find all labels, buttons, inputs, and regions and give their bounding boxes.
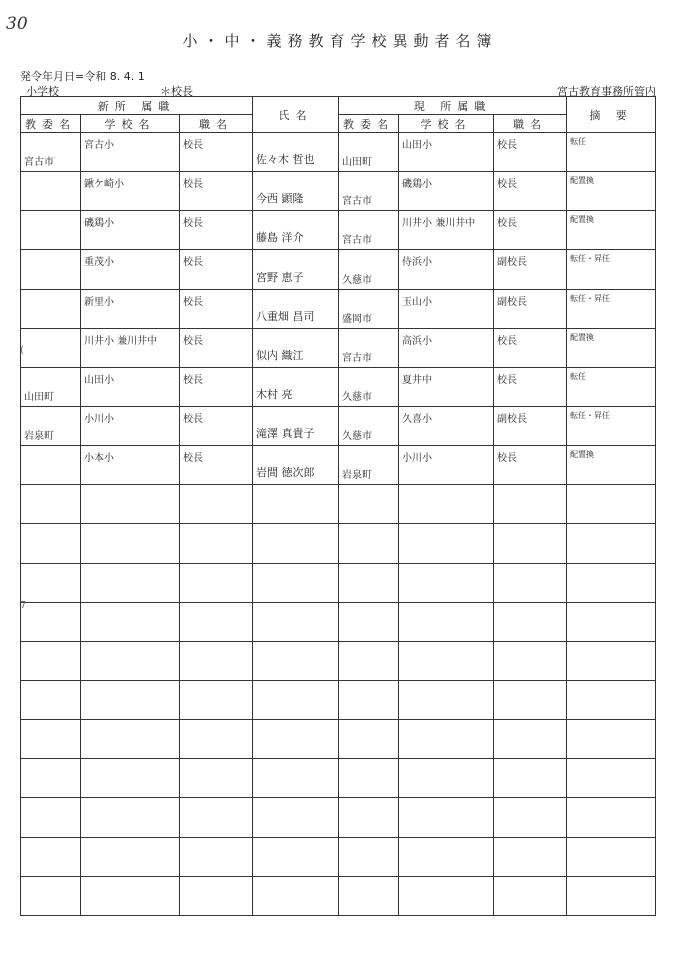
remarks-cell [567,720,656,759]
remarks-cell [567,837,656,876]
margin-mark: ( [20,345,24,356]
remarks-cell [567,759,656,798]
name-cell [253,250,339,289]
current-board-cell [339,720,399,759]
current-job-cell [494,563,567,602]
current-job-cell [494,837,567,876]
new-job-cell [180,876,253,915]
remarks-cell [567,602,656,641]
name-text: 藤島 洋介 [256,231,304,245]
current-school-cell [399,680,494,719]
current-job-cell [494,798,567,837]
remarks-cell [567,211,656,250]
remarks-cell [567,485,656,524]
current-board-cell [339,876,399,915]
header-new-school: 学校名 [81,115,180,133]
remarks-text: 配置換 [570,176,595,186]
header-new-post: 新所 属職 [21,97,253,115]
issue-date: 発令年月日=令和 8. 4. 1 [20,70,145,83]
current-board-cell [339,602,399,641]
current-school-cell [399,406,494,445]
name-cell [253,563,339,602]
new-job-cell [180,211,253,250]
new-board-text: 宮古市 [24,157,54,169]
table-row [21,250,656,289]
current-school-cell [399,485,494,524]
current-board-text: 久慈市 [342,274,373,286]
new-board-cell [21,250,81,289]
current-school-cell [399,446,494,485]
table-row [21,837,656,876]
new-school-cell [81,250,180,289]
new-job-cell [180,641,253,680]
new-job-cell [180,602,253,641]
new-board-cell [21,720,81,759]
new-job-cell [180,837,253,876]
table-row [21,133,656,172]
current-job-text: 校長 [497,335,518,347]
current-job-cell [494,289,567,328]
new-board-cell [21,876,81,915]
current-school-cell [399,641,494,680]
new-board-cell [21,289,81,328]
remarks-text: 転任・昇任 [570,410,611,420]
new-job-text: 校長 [183,296,203,308]
name-text: 宮野 恵子 [256,270,304,284]
new-school-cell [81,563,180,602]
remarks-cell [567,641,656,680]
new-school-text: 小川小 [84,413,114,425]
name-cell [253,837,339,876]
header-current-board: 教委名 [339,115,399,133]
name-cell [253,406,339,445]
current-school-text: 小川小 [402,453,433,465]
name-cell [253,328,339,367]
new-job-text: 校長 [183,140,203,151]
name-text: 木村 亮 [256,387,293,401]
current-job-cell [494,680,567,719]
new-job-text: 校長 [183,374,203,386]
current-job-cell [494,876,567,915]
transfer-roster-table [20,96,656,916]
name-text: 今西 顕隆 [256,192,304,206]
remarks-cell [567,328,656,367]
current-school-cell [399,328,494,367]
new-school-cell [81,798,180,837]
table-row [21,328,656,367]
name-cell [253,641,339,680]
new-school-cell [81,172,180,211]
new-board-cell [21,328,81,367]
new-job-cell [180,172,253,211]
table-row [21,211,656,250]
current-board-cell [339,641,399,680]
current-job-cell [494,524,567,563]
table-row [21,289,656,328]
new-school-cell [81,720,180,759]
table-row [21,798,656,837]
current-school-cell [399,759,494,798]
current-board-cell [339,328,399,367]
new-school-text: 新里小 [84,296,114,308]
table-row [21,367,656,406]
name-cell [253,211,339,250]
table-row [21,720,656,759]
new-school-text: 小本小 [84,453,114,465]
new-school-text: 川井小 兼川井中 [84,335,158,347]
new-school-text: 宮古小 [84,140,114,151]
new-board-cell [21,602,81,641]
current-school-text: 侍浜小 [402,257,433,269]
current-school-text: 磯鶏小 [402,179,433,191]
current-board-cell [339,680,399,719]
current-school-text: 久喜小 [402,413,433,425]
current-board-cell [339,406,399,445]
new-job-cell [180,133,253,172]
name-text: 八重畑 昌司 [256,309,315,323]
new-job-cell [180,328,253,367]
header-current-post: 現 所属職 [339,97,567,115]
header-current-job: 職名 [494,115,567,133]
new-job-cell [180,759,253,798]
new-board-cell [21,211,81,250]
new-board-text: 岩泉町 [24,431,54,443]
current-job-cell [494,602,567,641]
remarks-cell [567,289,656,328]
new-board-cell [21,172,81,211]
new-board-cell [21,759,81,798]
current-job-cell [494,250,567,289]
table-row [21,172,656,211]
remarks-cell [567,876,656,915]
current-job-cell [494,446,567,485]
new-board-cell [21,133,81,172]
new-school-cell [81,759,180,798]
name-cell [253,524,339,563]
new-board-cell [21,798,81,837]
remarks-text: 転任 [570,137,587,146]
current-school-text: 山田小 [402,140,433,151]
current-school-cell [399,211,494,250]
new-board-cell [21,367,81,406]
name-cell [253,446,339,485]
current-job-text: 副校長 [497,296,528,308]
table-row [21,876,656,915]
name-cell [253,680,339,719]
current-board-text: 久慈市 [342,431,373,443]
page-title: 小・中・義務教育学校異動者名簿 [182,32,498,50]
current-job-cell [494,172,567,211]
current-school-text: 夏井中 [402,374,433,386]
new-school-cell [81,641,180,680]
name-text: 岩間 徳次郎 [256,466,315,480]
new-school-text: 磯鶏小 [84,218,114,230]
new-job-cell [180,563,253,602]
new-school-cell [81,485,180,524]
name-cell [253,720,339,759]
new-school-text: 鍬ケ崎小 [84,179,124,191]
new-job-cell [180,406,253,445]
current-job-text: 校長 [497,453,518,465]
current-board-cell [339,798,399,837]
name-cell [253,759,339,798]
remarks-cell [567,680,656,719]
remarks-cell [567,172,656,211]
new-job-text: 校長 [183,179,203,191]
remarks-text: 転任・昇任 [570,254,611,264]
table-row [21,602,656,641]
current-board-text: 久慈市 [342,391,373,403]
current-job-text: 副校長 [497,413,528,425]
current-school-cell [399,289,494,328]
new-job-cell [180,289,253,328]
current-board-cell [339,367,399,406]
remarks-cell [567,250,656,289]
new-board-cell [21,485,81,524]
name-cell [253,133,339,172]
current-board-cell [339,759,399,798]
new-job-cell [180,446,253,485]
current-board-cell [339,485,399,524]
table-row [21,680,656,719]
current-board-cell [339,446,399,485]
school-category: 小学校 [26,85,59,98]
new-school-cell [81,133,180,172]
current-board-cell [339,211,399,250]
current-school-cell [399,367,494,406]
current-board-cell [339,133,399,172]
roster-body [21,133,656,916]
new-job-cell [180,680,253,719]
remarks-cell [567,367,656,406]
current-school-cell [399,602,494,641]
header-name: 氏名 [253,97,339,133]
current-school-cell [399,720,494,759]
current-board-cell [339,524,399,563]
new-job-text: 校長 [183,257,203,269]
new-board-cell [21,837,81,876]
new-school-cell [81,876,180,915]
new-job-cell [180,720,253,759]
current-board-text: 宮古市 [342,196,373,208]
current-school-cell [399,837,494,876]
header-new-job: 職名 [180,115,253,133]
new-school-text: 重茂小 [84,257,114,269]
new-board-cell [21,524,81,563]
name-cell [253,602,339,641]
new-job-cell [180,367,253,406]
current-job-cell [494,485,567,524]
new-job-cell [180,798,253,837]
current-school-cell [399,798,494,837]
current-school-cell [399,563,494,602]
name-cell [253,876,339,915]
name-cell [253,798,339,837]
current-school-text: 高浜小 [402,335,433,347]
new-school-cell [81,602,180,641]
new-board-cell [21,680,81,719]
current-school-cell [399,133,494,172]
new-school-cell [81,680,180,719]
header-current-school: 学校名 [399,115,494,133]
current-job-cell [494,211,567,250]
remarks-text: 転任・昇任 [570,293,611,303]
new-job-cell [180,524,253,563]
remarks-cell [567,524,656,563]
new-school-cell [81,446,180,485]
remarks-cell [567,446,656,485]
name-cell [253,485,339,524]
new-school-cell [81,837,180,876]
table-row [21,446,656,485]
current-job-cell [494,328,567,367]
current-job-cell [494,759,567,798]
current-board-text: 山田町 [342,157,373,169]
table-row [21,759,656,798]
current-school-text: 川井小 兼川井中 [402,218,476,230]
remarks-cell [567,406,656,445]
new-board-cell [21,446,81,485]
current-school-cell [399,876,494,915]
current-school-cell [399,524,494,563]
remarks-text: 配置換 [570,332,595,342]
position-title: ＊校長 [160,85,193,98]
current-board-cell [339,563,399,602]
current-board-cell [339,250,399,289]
header-remarks: 摘 要 [567,97,656,133]
table-row [21,641,656,680]
current-job-text: 校長 [497,218,518,230]
current-board-cell [339,289,399,328]
new-school-cell [81,211,180,250]
current-job-text: 校長 [497,374,518,386]
current-board-cell [339,172,399,211]
header-new-board: 教委名 [21,115,81,133]
current-board-cell [339,837,399,876]
office-name: 宮古教育事務所管内 [557,85,656,98]
new-board-cell [21,563,81,602]
current-job-cell [494,641,567,680]
remarks-text: 転任 [570,371,587,381]
name-cell [253,289,339,328]
page-number: 30 [6,14,28,34]
remarks-cell [567,798,656,837]
name-text: 滝澤 真貴子 [256,427,315,441]
remarks-cell [567,133,656,172]
new-school-cell [81,328,180,367]
current-job-cell [494,367,567,406]
new-board-cell [21,406,81,445]
current-job-text: 副校長 [497,257,528,269]
new-job-cell [180,250,253,289]
current-board-text: 盛岡市 [342,313,373,325]
current-board-text: 宮古市 [342,235,373,247]
current-board-text: 宮古市 [342,352,373,364]
remarks-text: 配置換 [570,215,595,225]
margin-mark: 7 [20,600,27,611]
new-job-text: 校長 [183,413,203,425]
new-board-cell [21,641,81,680]
current-job-text: 校長 [497,179,518,191]
remarks-cell [567,563,656,602]
name-text: 佐々木 哲也 [256,153,315,167]
new-job-cell [180,485,253,524]
new-job-text: 校長 [183,453,203,465]
current-school-text: 玉山小 [402,296,433,308]
new-school-cell [81,406,180,445]
remarks-text: 配置換 [570,450,595,460]
new-school-cell [81,524,180,563]
name-cell [253,367,339,406]
name-cell [253,172,339,211]
new-job-text: 校長 [183,218,203,230]
new-job-text: 校長 [183,335,203,347]
name-text: 似内 織江 [256,348,304,362]
current-job-cell [494,720,567,759]
new-school-text: 山田小 [84,374,114,386]
new-school-cell [81,289,180,328]
new-board-text: 山田町 [24,391,54,403]
current-school-cell [399,172,494,211]
current-school-cell [399,250,494,289]
table-row [21,485,656,524]
current-board-text: 岩泉町 [342,470,373,482]
table-row [21,524,656,563]
current-job-text: 校長 [497,140,518,151]
table-row [21,406,656,445]
current-job-cell [494,133,567,172]
current-job-cell [494,406,567,445]
table-row [21,563,656,602]
new-school-cell [81,367,180,406]
